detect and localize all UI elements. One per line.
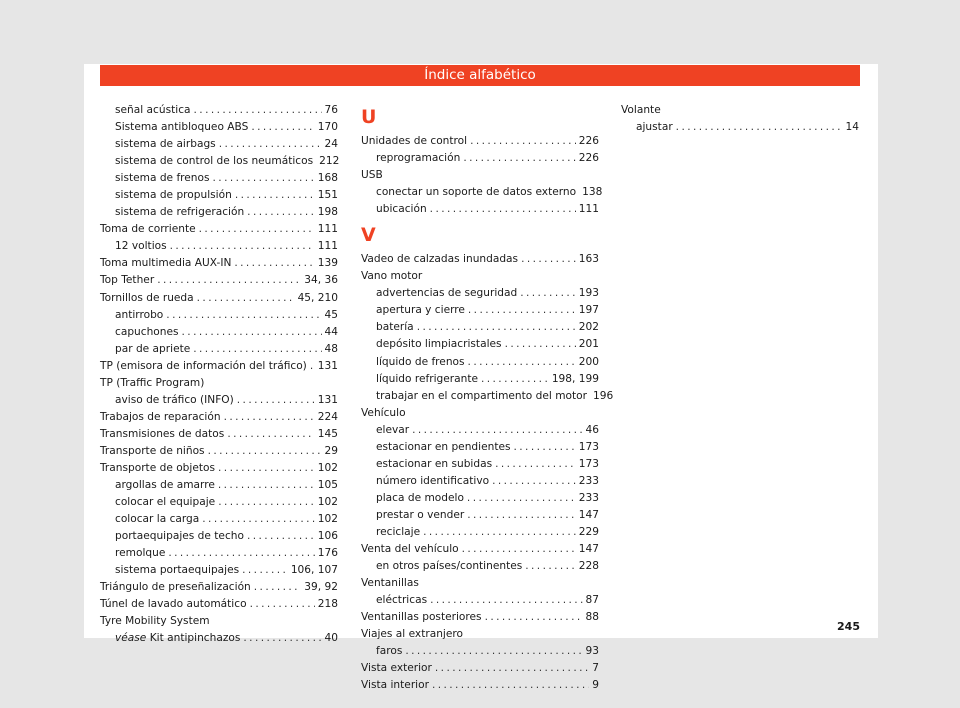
index-entry-page: 197 bbox=[578, 304, 599, 317]
index-entry bbox=[100, 528, 338, 545]
index-entry-label: batería bbox=[376, 321, 414, 334]
index-entry-label: Transporte de niños bbox=[100, 444, 205, 457]
index-entry bbox=[361, 609, 599, 626]
index-entry-page: 229 bbox=[578, 525, 599, 538]
leader-dots bbox=[485, 609, 583, 626]
page-header-title: Índice alfabético bbox=[100, 65, 860, 86]
index-entry bbox=[361, 167, 599, 184]
leader-dots bbox=[492, 473, 576, 490]
index-column-1 bbox=[100, 102, 338, 648]
index-entry-page: 201 bbox=[578, 338, 599, 351]
leader-dots bbox=[157, 272, 301, 289]
index-entry-label: sistema de refrigeración bbox=[115, 206, 245, 219]
index-entry-page: 48 bbox=[324, 342, 338, 355]
index-entry-label-text: Kit antipinchazos bbox=[149, 632, 241, 645]
index-entry bbox=[361, 541, 599, 558]
leader-dots bbox=[521, 251, 576, 268]
index-entry bbox=[361, 133, 599, 150]
index-entry-page: 45, 210 bbox=[297, 291, 338, 304]
leader-dots bbox=[481, 371, 549, 388]
leader-dots bbox=[182, 324, 322, 341]
leader-dots bbox=[247, 528, 315, 545]
index-entry bbox=[100, 545, 338, 562]
index-entry bbox=[100, 460, 338, 477]
index-entry-label: trabajar en el compartimento del motor bbox=[376, 389, 587, 402]
index-entry-page: 163 bbox=[578, 253, 599, 266]
index-entry-page: 173 bbox=[578, 440, 599, 453]
leader-dots bbox=[467, 507, 576, 524]
index-entry-page: 233 bbox=[578, 474, 599, 487]
index-entry bbox=[621, 119, 859, 136]
index-entry bbox=[361, 150, 599, 167]
index-entry-label: sistema de propulsión bbox=[115, 189, 232, 202]
index-entry-page: 29 bbox=[324, 444, 338, 457]
leader-dots bbox=[432, 677, 589, 694]
index-entry-label: señal acústica bbox=[115, 104, 191, 116]
index-entry-label: Vista exterior bbox=[361, 662, 432, 675]
index-entry-page: 233 bbox=[578, 491, 599, 504]
leader-dots bbox=[254, 579, 302, 596]
leader-dots bbox=[194, 102, 322, 119]
leader-dots bbox=[430, 592, 582, 609]
index-entry bbox=[100, 102, 338, 119]
index-entry-label: estacionar en pendientes bbox=[376, 440, 511, 453]
index-entry bbox=[361, 660, 599, 677]
index-entry-label: Transporte de objetos bbox=[100, 461, 216, 474]
index-entry bbox=[361, 439, 599, 456]
index-entry-page: 212 bbox=[319, 155, 340, 168]
index-entry-label: Volante bbox=[621, 104, 661, 116]
index-entry bbox=[621, 102, 859, 119]
index-entry-page: 102 bbox=[317, 461, 338, 474]
index-entry-page: 111 bbox=[317, 223, 338, 236]
index-entry-label: TP (emisora de información del tráfico) bbox=[100, 359, 307, 372]
index-entry bbox=[100, 170, 338, 187]
index-entry-label: USB bbox=[361, 169, 383, 182]
index-entry-label: Viajes al extranjero bbox=[361, 628, 463, 641]
section-letter-v: V bbox=[361, 224, 376, 247]
index-entry-page: 88 bbox=[585, 611, 599, 624]
leader-dots bbox=[505, 336, 576, 353]
leader-dots bbox=[310, 358, 315, 375]
index-entry-page: 168 bbox=[317, 172, 338, 185]
index-entry bbox=[100, 477, 338, 494]
index-entry bbox=[100, 221, 338, 238]
index-entry-label: ajustar bbox=[636, 121, 673, 134]
index-entry-label: Ventanillas bbox=[361, 577, 419, 590]
index-entry-label: argollas de amarre bbox=[115, 479, 215, 492]
index-entry-label: en otros países/continentes bbox=[376, 560, 523, 573]
index-entry-page: 151 bbox=[317, 189, 338, 202]
index-entry-label: sistema de control de los neumáticos bbox=[115, 155, 314, 168]
leader-dots bbox=[468, 302, 576, 319]
leader-dots bbox=[467, 490, 576, 507]
leader-dots bbox=[168, 545, 314, 562]
index-entry bbox=[361, 575, 599, 592]
index-entry bbox=[361, 184, 603, 201]
leader-dots bbox=[218, 460, 315, 477]
index-entry bbox=[100, 272, 338, 289]
index-entry bbox=[100, 153, 338, 170]
index-entry bbox=[100, 187, 338, 204]
index-entry-label: Trabajos de reparación bbox=[100, 410, 221, 423]
index-entry-label: estacionar en subidas bbox=[376, 457, 493, 470]
index-entry-label: Vano motor bbox=[361, 270, 423, 283]
index-entry-label: TP (Traffic Program) bbox=[100, 376, 205, 389]
index-entry-page: 102 bbox=[317, 513, 338, 526]
index-entry-page: 196 bbox=[593, 389, 614, 402]
index-entry bbox=[361, 251, 599, 268]
index-entry-label: Vadeo de calzadas inundadas bbox=[361, 253, 519, 266]
section-letter-u: U bbox=[361, 106, 377, 128]
leader-dots bbox=[463, 150, 575, 167]
index-entry bbox=[100, 409, 338, 426]
index-entry bbox=[100, 136, 338, 153]
index-entry-label: Tornillos de rueda bbox=[100, 291, 194, 304]
leader-dots bbox=[525, 558, 576, 575]
leader-dots bbox=[520, 285, 576, 302]
index-entry-label: Triángulo de preseñalización bbox=[100, 581, 251, 594]
index-entry-page: 193 bbox=[578, 287, 599, 300]
index-entry bbox=[100, 596, 338, 613]
index-entry-page: 131 bbox=[317, 393, 338, 406]
index-entry-label: sistema de frenos bbox=[115, 172, 210, 185]
index-entry bbox=[361, 626, 599, 643]
index-entry bbox=[361, 456, 599, 473]
index-entry bbox=[361, 388, 614, 405]
index-entry-page: 226 bbox=[578, 152, 599, 165]
index-entry-label: antirrobo bbox=[115, 308, 164, 321]
index-entry bbox=[100, 494, 338, 511]
leader-dots bbox=[417, 319, 576, 336]
index-entry-page: 170 bbox=[317, 121, 338, 134]
index-column-3 bbox=[621, 102, 859, 136]
leader-dots bbox=[514, 439, 576, 456]
index-entry bbox=[361, 524, 599, 541]
index-entry bbox=[361, 285, 599, 302]
index-entry bbox=[361, 558, 599, 575]
index-entry bbox=[361, 643, 599, 660]
index-entry-page: 7 bbox=[592, 662, 599, 675]
leader-dots bbox=[202, 511, 314, 528]
index-entry bbox=[361, 490, 599, 507]
index-entry-page: 145 bbox=[317, 427, 338, 440]
index-entry-page: 44 bbox=[324, 325, 338, 338]
index-entry bbox=[361, 336, 599, 353]
index-entry bbox=[100, 358, 338, 375]
index-entry bbox=[100, 579, 338, 596]
index-entry-page: 93 bbox=[585, 645, 599, 658]
index-entry-label: Toma de corriente bbox=[100, 223, 196, 236]
index-entry-page: 173 bbox=[578, 457, 599, 470]
index-entry bbox=[100, 630, 338, 647]
index-entry-label: Sistema antibloqueo ABS bbox=[115, 121, 249, 134]
index-entry bbox=[361, 677, 599, 694]
leader-dots bbox=[208, 443, 322, 460]
index-entry-page: 76 bbox=[324, 104, 338, 116]
index-entry bbox=[361, 268, 599, 285]
leader-dots bbox=[199, 221, 315, 238]
index-entry-label: eléctricas bbox=[376, 594, 428, 607]
index-entry-page: 46 bbox=[585, 423, 599, 436]
index-entry-label: Ventanillas posteriores bbox=[361, 611, 482, 624]
index-entry-label: Vehículo bbox=[361, 406, 406, 419]
index-entry-page: 102 bbox=[317, 496, 338, 509]
leader-dots bbox=[166, 307, 321, 324]
index-entry-label: Túnel de lavado automático bbox=[100, 598, 247, 611]
leader-dots bbox=[250, 596, 315, 613]
index-entry-label: Tyre Mobility System bbox=[100, 615, 210, 628]
index-entry-label: Transmisiones de datos bbox=[100, 427, 225, 440]
index-entry-label: ubicación bbox=[376, 203, 427, 216]
leader-dots bbox=[237, 392, 315, 409]
leader-dots bbox=[251, 119, 314, 136]
index-entry-label: apertura y cierre bbox=[376, 304, 465, 317]
index-entry-label: placa de modelo bbox=[376, 491, 464, 504]
index-entry-label: par de apriete bbox=[115, 342, 191, 355]
index-entry bbox=[100, 375, 338, 392]
leader-dots bbox=[435, 660, 589, 677]
index-entry-label: líquido refrigerante bbox=[376, 372, 478, 385]
leader-dots bbox=[430, 201, 576, 218]
index-entry bbox=[361, 354, 599, 371]
index-entry-page: 139 bbox=[317, 257, 338, 270]
index-entry bbox=[361, 592, 599, 609]
index-entry-label: 12 voltios bbox=[115, 240, 167, 253]
index-entry-page: 14 bbox=[845, 121, 859, 134]
index-entry-label: elevar bbox=[376, 423, 410, 436]
leader-dots bbox=[405, 643, 582, 660]
leader-dots bbox=[462, 541, 576, 558]
index-entry bbox=[100, 562, 338, 579]
leader-dots bbox=[234, 255, 314, 272]
index-entry-label: portaequipajes de techo bbox=[115, 530, 244, 543]
index-entry bbox=[361, 319, 599, 336]
index-entry-page: 9 bbox=[592, 679, 599, 692]
index-entry-page: 40 bbox=[324, 632, 338, 645]
index-entry-label: remolque bbox=[115, 547, 166, 560]
index-entry bbox=[100, 613, 338, 630]
index-entry bbox=[100, 392, 338, 409]
see-reference-prefix: véase bbox=[115, 632, 147, 645]
index-entry-label: reprogramación bbox=[376, 152, 461, 165]
index-entry bbox=[100, 204, 338, 221]
index-entry bbox=[100, 238, 338, 255]
index-entry-page: 45 bbox=[324, 308, 338, 321]
index-entry-label: reciclaje bbox=[376, 525, 421, 538]
index-entry-label: número identificativo bbox=[376, 474, 490, 487]
index-entry-page: 224 bbox=[317, 410, 338, 423]
index-entry bbox=[100, 324, 338, 341]
index-entry-page: 138 bbox=[582, 186, 603, 199]
index-entry bbox=[361, 405, 599, 422]
leader-dots bbox=[224, 409, 315, 426]
leader-dots bbox=[218, 477, 315, 494]
index-entry-page: 176 bbox=[317, 547, 338, 560]
leader-dots bbox=[247, 204, 315, 221]
index-entry-label: depósito limpiacristales bbox=[376, 338, 502, 351]
leader-dots bbox=[242, 562, 288, 579]
index-entry bbox=[100, 341, 338, 358]
leader-dots bbox=[468, 354, 576, 371]
index-entry-page: 34, 36 bbox=[304, 274, 338, 287]
index-entry bbox=[361, 507, 599, 524]
leader-dots bbox=[412, 422, 582, 439]
index-entry-page: 198 bbox=[317, 206, 338, 219]
leader-dots bbox=[218, 494, 315, 511]
leader-dots bbox=[197, 290, 295, 307]
index-entry bbox=[100, 443, 338, 460]
leader-dots bbox=[213, 170, 315, 187]
index-entry-label: prestar o vender bbox=[376, 508, 465, 521]
index-entry-page: 202 bbox=[578, 321, 599, 334]
index-entry bbox=[100, 511, 338, 528]
leader-dots bbox=[243, 630, 321, 647]
index-entry bbox=[100, 255, 338, 272]
index-entry-label: conectar un soporte de datos externo bbox=[376, 186, 577, 199]
index-entry-page: 106, 107 bbox=[290, 564, 338, 577]
index-entry bbox=[100, 290, 338, 307]
index-entry-label bbox=[115, 630, 240, 647]
index-entry-page: 111 bbox=[578, 203, 599, 216]
index-entry bbox=[361, 422, 599, 439]
index-entry-label: capuchones bbox=[115, 325, 179, 338]
index-entry-label: Toma multimedia AUX-IN bbox=[100, 257, 232, 270]
index-entry bbox=[361, 302, 599, 319]
index-entry-page: 226 bbox=[578, 135, 599, 147]
index-entry-page: 147 bbox=[578, 508, 599, 521]
index-entry-page: 147 bbox=[578, 543, 599, 556]
leader-dots bbox=[193, 341, 321, 358]
index-entry-label: advertencias de seguridad bbox=[376, 287, 518, 300]
leader-dots bbox=[676, 119, 843, 136]
index-entry-page: 39, 92 bbox=[304, 581, 338, 594]
leader-dots bbox=[227, 426, 314, 443]
index-entry bbox=[361, 473, 599, 490]
index-entry-page: 105 bbox=[317, 479, 338, 492]
leader-dots bbox=[235, 187, 315, 204]
index-entry-label: aviso de tráfico (INFO) bbox=[115, 393, 234, 406]
index-entry-label: colocar la carga bbox=[115, 513, 200, 526]
index-entry-page: 218 bbox=[317, 598, 338, 611]
index-entry-label: Unidades de control bbox=[361, 135, 468, 147]
index-entry-page: 87 bbox=[585, 594, 599, 607]
index-entry bbox=[100, 119, 338, 136]
index-column-2 bbox=[361, 102, 614, 694]
index-entry-label: Venta del vehículo bbox=[361, 543, 459, 556]
page-number: 245 bbox=[837, 620, 860, 633]
leader-dots bbox=[495, 456, 576, 473]
index-entry-page: 131 bbox=[317, 359, 338, 372]
index-entry-label: sistema de airbags bbox=[115, 138, 216, 151]
index-entry-label: colocar el equipaje bbox=[115, 496, 216, 509]
index-entry-page: 106 bbox=[317, 530, 338, 543]
index-entry-page: 111 bbox=[317, 240, 338, 253]
index-entry-label: sistema portaequipajes bbox=[115, 564, 240, 577]
index-entry-page: 228 bbox=[578, 560, 599, 573]
leader-dots bbox=[423, 524, 576, 541]
index-entry bbox=[100, 426, 338, 443]
index-entry bbox=[361, 371, 599, 388]
index-entry-page: 198, 199 bbox=[551, 372, 599, 385]
leader-dots bbox=[470, 133, 576, 150]
index-entry-page: 24 bbox=[324, 138, 338, 151]
index-entry-page: 200 bbox=[578, 355, 599, 368]
index-entry-label: líquido de frenos bbox=[376, 355, 465, 368]
index-entry bbox=[361, 201, 599, 218]
index-entry bbox=[100, 307, 338, 324]
index-entry-label: faros bbox=[376, 645, 403, 658]
leader-dots bbox=[170, 238, 315, 255]
index-entry-label: Top Tether bbox=[100, 274, 155, 287]
leader-dots bbox=[219, 136, 322, 153]
index-entry-label: Vista interior bbox=[361, 679, 429, 692]
